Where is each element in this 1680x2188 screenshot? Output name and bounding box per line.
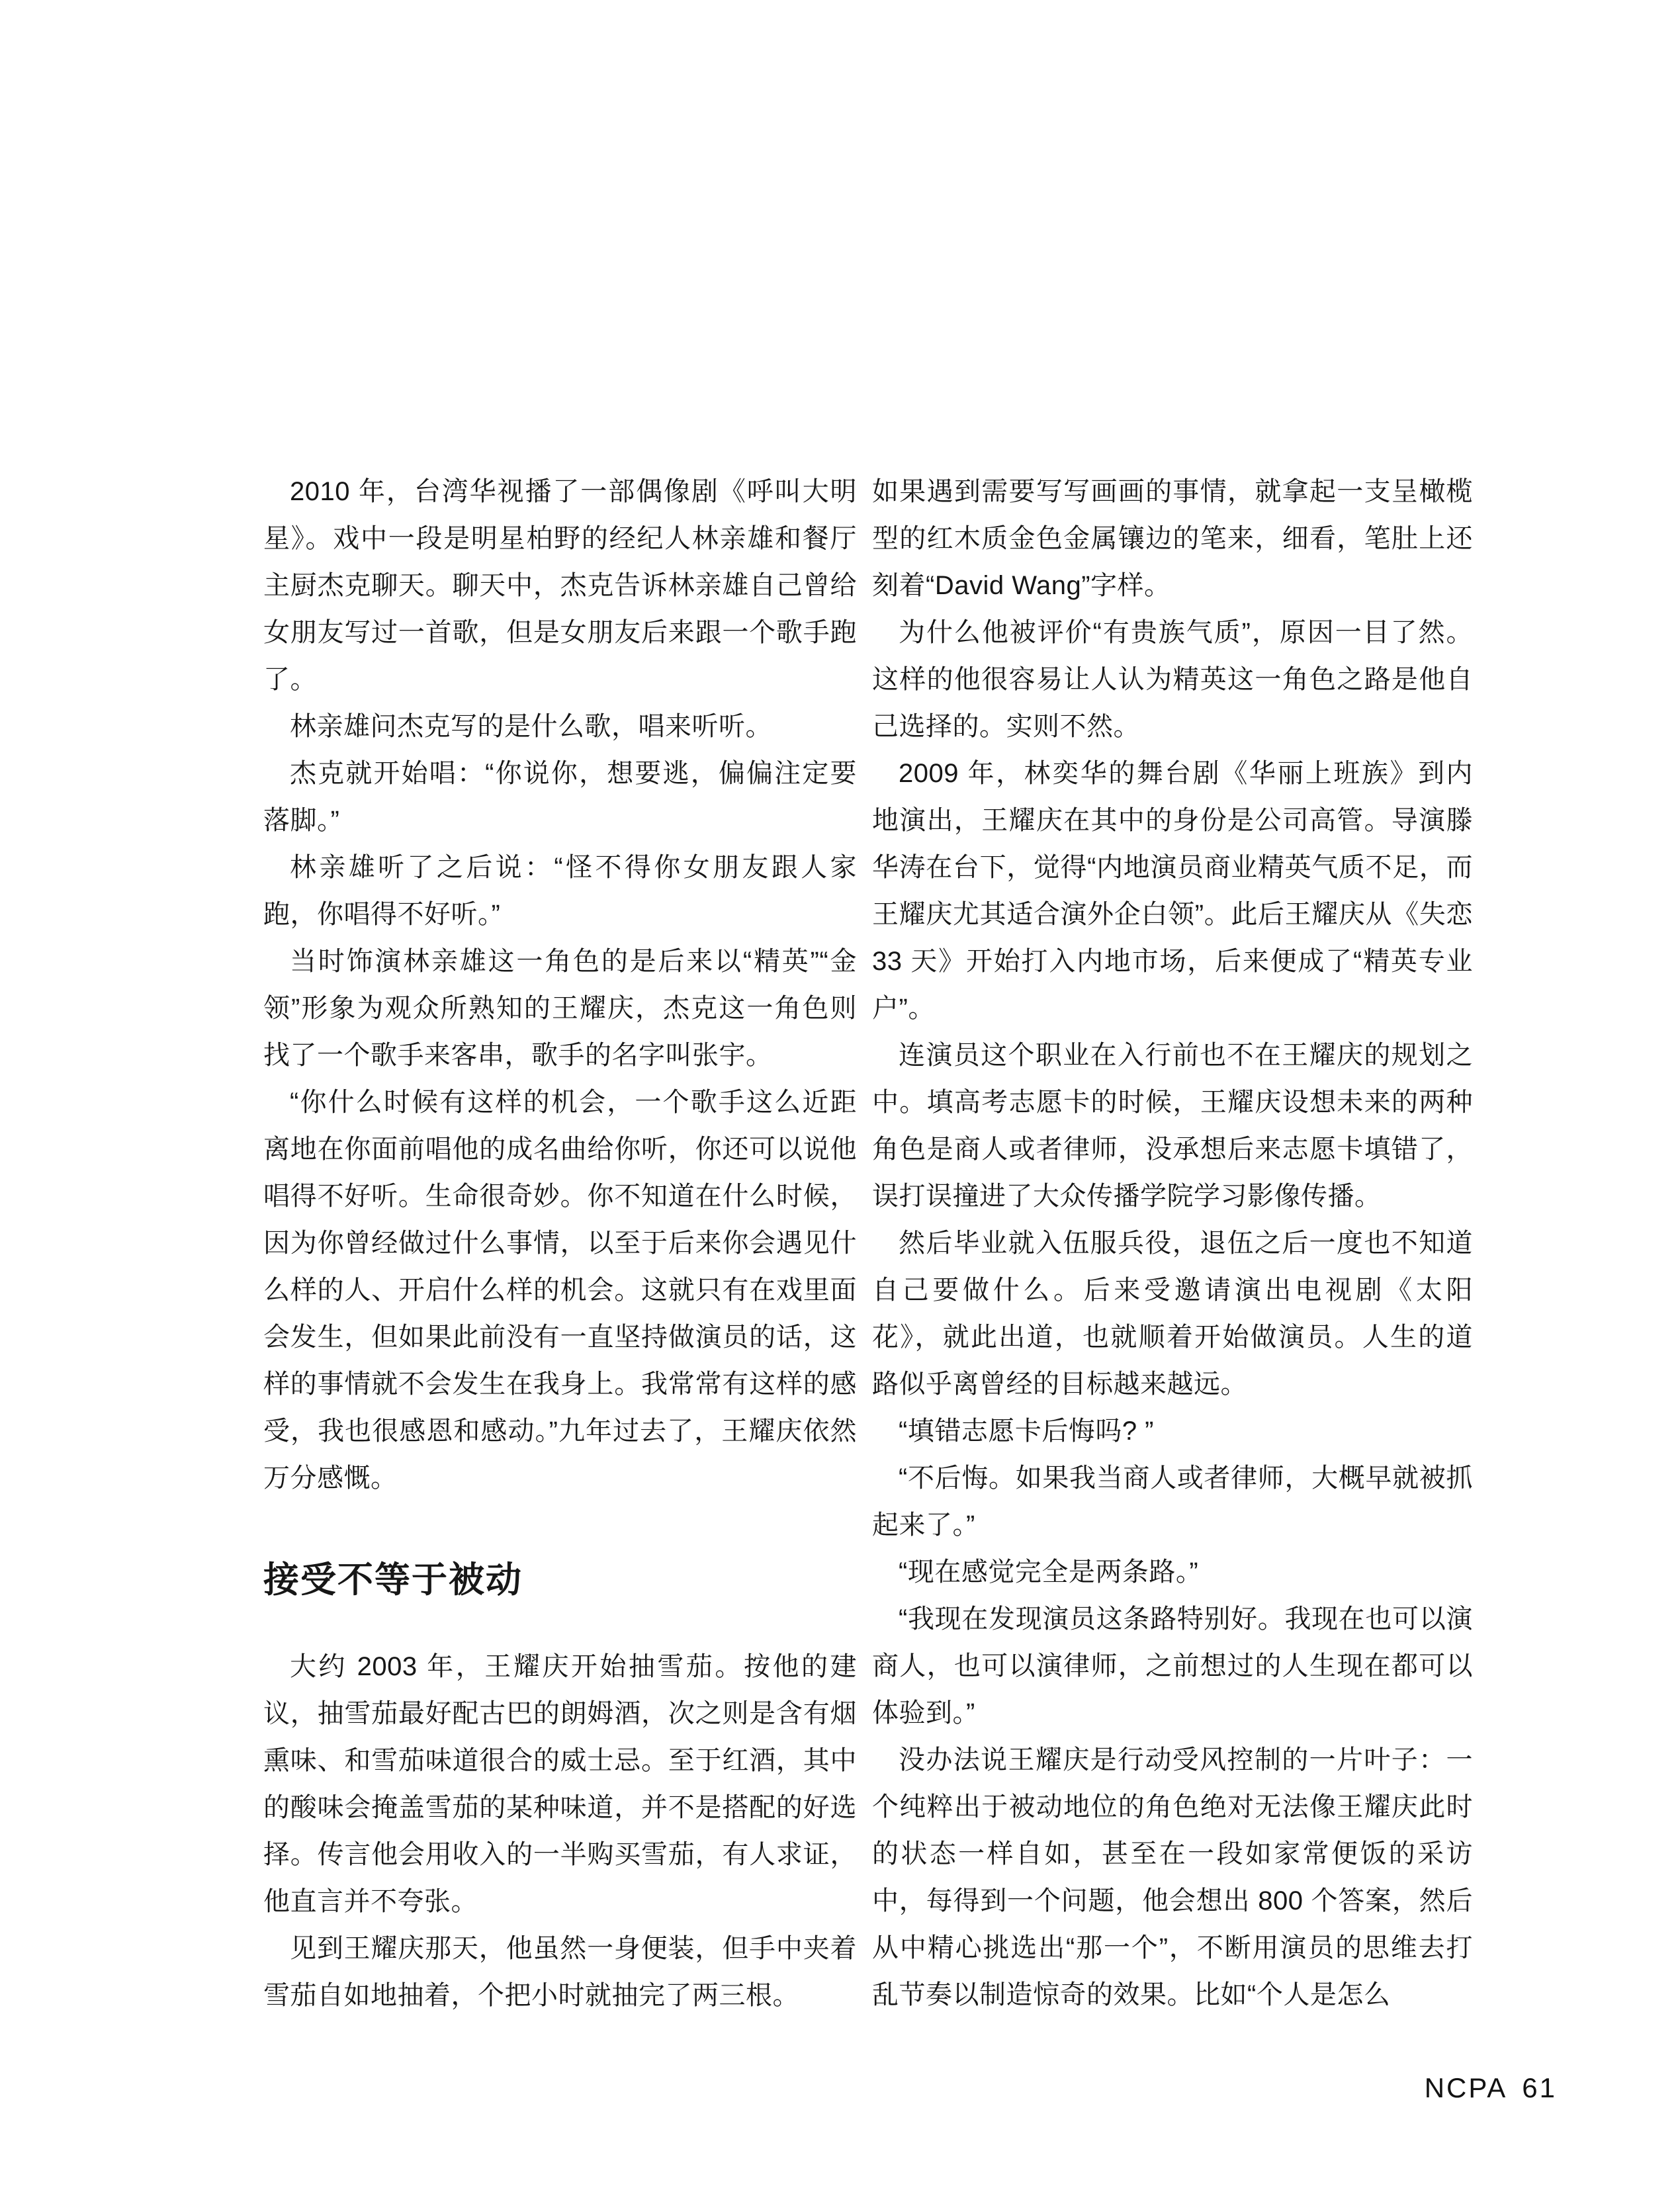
paragraph: “现在感觉完全是两条路。” — [899, 1557, 1199, 1587]
paragraph: 没办法说王耀庆是行动受风控制的一片叶子：一个纯粹出于被动地位的角色绝对无法像王耀庆此时的状态一样自如，甚至在一段如家常便饭的采访中，每得到一个问题，他会想出 800 个答案，然后从中精心挑选出“那一个”，不断用演员的思维去打乱节奏以制造惊奇的效果。比如“个人是怎么 — [872, 1745, 1473, 2009]
paragraph: “你什么时候有这样的机会，一个歌手这么近距离地在你面前唱他的成名曲给你听，你还可以说他唱得不好听。生命很奇妙。你不知道在什么时候，因为你曾经做过什么事情，以至于后来你会遇见什么样的人、开启什么样的机会。这就只有在戏里面会发生，但如果此前没有一直坚持做演员的话，这样的事情就不会发生在我身上。我常常有这样的感受，我也很感恩和感动。”九年过去了，王耀庆依然万分感慨。 — [263, 1088, 857, 1493]
paragraph: 为什么他被评价“有贵族气质”，原因一目了然。这样的他很容易让人认为精英这一角色之路是他自己选择的。实则不然。 — [872, 618, 1473, 741]
paragraph: “我现在发现演员这条路特别好。我现在也可以演商人，也可以演律师，之前想过的人生现在都可以体验到。” — [872, 1604, 1473, 1728]
paragraph: 2009 年，林奕华的舞台剧《华丽上班族》到内地演出，王耀庆在其中的身份是公司高管。导演滕华涛在台下，觉得“内地演员商业精英气质不足，而王耀庆尤其适合演外企白领”。此后王耀庆从《失恋 33 天》开始打入内地市场，后来便成了“精英专业户”。 — [872, 759, 1473, 1023]
paragraph: 然后毕业就入伍服兵役，退伍之后一度也不知道自己要做什么。后来受邀请演出电视剧《太阳花》，就此出道，也就顺着开始做演员。人生的道路似乎离曾经的目标越来越远。 — [872, 1229, 1473, 1399]
paragraph: 见到王耀庆那天，他虽然一身便装，但手中夹着雪茄自如地抽着，个把小时就抽完了两三根。 — [263, 1934, 857, 2010]
paragraph: 如果遇到需要写写画画的事情，就拿起一支呈橄榄型的红木质金色金属镶边的笔来，细看，笔肚上还刻着“David Wang”字样。 — [872, 477, 1473, 600]
paragraph: 杰克就开始唱：“你说你，想要逃，偏偏注定要落脚。” — [263, 759, 857, 835]
paragraph: 林亲雄问杰克写的是什么歌，唱来听听。 — [290, 712, 772, 741]
page-footer — [1425, 2074, 1557, 2103]
paragraph: 大约 2003 年，王耀庆开始抽雪茄。按他的建议，抽雪茄最好配古巴的朗姆酒，次之则是含有烟熏味、和雪茄味道很合的威士忌。至于红酒，其中的酸味会掩盖雪茄的某种味道，并不是搭配的好选择。传言他会用收入的一半购买雪茄，有人求证，他直言并不夸张。 — [263, 1652, 857, 1916]
section-heading: 接受不等于被动 — [263, 1560, 523, 1600]
paragraph: 林亲雄听了之后说：“怪不得你女朋友跟人家跑，你唱得不好听。” — [263, 853, 857, 929]
paragraph: 连演员这个职业在入行前也不在王耀庆的规划之中。填高考志愿卡的时候，王耀庆设想未来的两种角色是商人或者律师，没承想后来志愿卡填错了，误打误撞进了大众传播学院学习影像传播。 — [872, 1041, 1473, 1211]
paragraph: 当时饰演林亲雄这一角色的是后来以“精英”“金领”形象为观众所熟知的王耀庆，杰克这一角色则找了一个歌手来客串，歌手的名字叫张宇。 — [263, 947, 857, 1070]
paragraph: 2010 年，台湾华视播了一部偶像剧《呼叫大明星》。戏中一段是明星柏野的经纪人林亲雄和餐厅主厨杰克聊天。聊天中，杰克告诉林亲雄自己曾给女朋友写过一首歌，但是女朋友后来跟一个歌手跑了。 — [263, 477, 857, 694]
paragraph: “填错志愿卡后悔吗? ” — [899, 1417, 1154, 1446]
text-column-left — [263, 468, 857, 2019]
text-column-right — [872, 468, 1473, 2019]
journal-name: NCPA — [1424, 2072, 1508, 2103]
paragraph: “不后悔。如果我当商人或者律师，大概早就被抓起来了。” — [872, 1464, 1473, 1540]
page-number: 61 — [1522, 2072, 1557, 2103]
